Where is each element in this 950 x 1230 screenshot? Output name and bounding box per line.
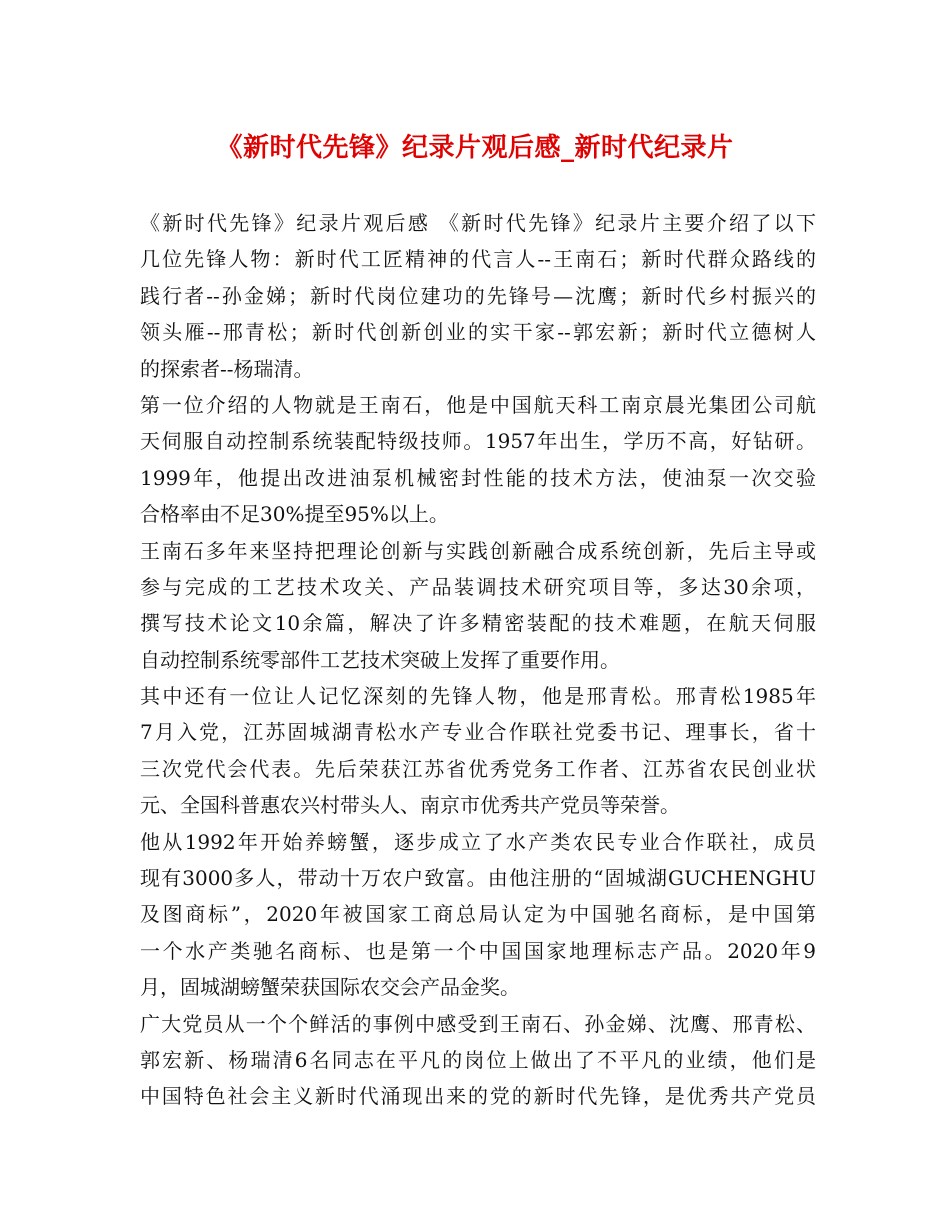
paragraph-line: 几位先锋人物：新时代工匠精神的代言人--王南石；新时代群众路线的	[140, 247, 816, 272]
paragraph-line: 及图商标”，2020年被国家工商总局认定为中国驰名商标，是中国第	[140, 902, 816, 927]
paragraph-line: 王南石多年来坚持把理论创新与实践创新融合成系统创新，先后主导或	[140, 538, 816, 563]
paragraph-line: 的探索者--杨瑞清。	[140, 356, 314, 381]
paragraph	[140, 824, 816, 1006]
paragraph-line: 一个水产类驰名商标、也是第一个中国国家地理标志产品。2020年9	[140, 938, 816, 963]
paragraph-line: 他从1992年开始养螃蟹，逐步成立了水产类农民专业合作联社，成员	[140, 829, 816, 854]
paragraph-line: 第一位介绍的人物就是王南石，他是中国航天科工南京晨光集团公司航	[140, 392, 816, 417]
document-body	[140, 205, 816, 1115]
paragraph-line: 其中还有一位让人记忆深刻的先锋人物，他是邢青松。邢青松1985年	[140, 684, 816, 709]
paragraph-line: 三次党代会代表。先后荣获江苏省优秀党务工作者、江苏省农民创业状	[140, 756, 816, 781]
paragraph-line: 践行者--孙金娣；新时代岗位建功的先锋号—沈鹰；新时代乡村振兴的	[140, 283, 816, 308]
paragraph-line: 参与完成的工艺技术攻关、产品装调技术研究项目等，多达30余项，	[140, 574, 816, 599]
paragraph-line: 广大党员从一个个鲜活的事例中感受到王南石、孙金娣、沈鹰、邢青松、	[140, 1011, 816, 1036]
paragraph	[140, 205, 816, 387]
paragraph	[140, 678, 816, 824]
paragraph-line: 中国特色社会主义新时代涌现出来的党的新时代先锋，是优秀共产党员	[140, 1084, 816, 1109]
paragraph	[140, 387, 816, 533]
paragraph-line: 郭宏新、杨瑞清6名同志在平凡的岗位上做出了不平凡的业绩，他们是	[140, 1047, 816, 1072]
paragraph	[140, 1006, 816, 1115]
paragraph-line: 《新时代先锋》纪录片观后感 《新时代先锋》纪录片主要介绍了以下	[140, 211, 816, 235]
paragraph-line: 撰写技术论文10余篇，解决了许多精密装配的技术难题，在航天伺服	[140, 611, 816, 636]
paragraph-line: 合格率由不足30%提至95%以上。	[140, 502, 449, 527]
paragraph-line: 1999年，他提出改进油泵机械密封性能的技术方法，使油泵一次交验	[140, 465, 816, 490]
paragraph-line: 7月入党，江苏固城湖青松水产专业合作联社党委书记、理事长，省十	[140, 720, 816, 745]
paragraph-line: 月，固城湖螃蟹荣获国际农交会产品金奖。	[140, 975, 520, 1000]
paragraph-line: 领头雁--邢青松；新时代创新创业的实干家--郭宏新；新时代立德树人	[140, 320, 816, 345]
paragraph	[140, 533, 816, 679]
paragraph-line: 现有3000多人，带动十万农户致富。由他注册的“固城湖GUCHENGHU	[140, 866, 816, 891]
paragraph-line: 天伺服自动控制系统装配特级技师。1957年出生，学历不高，好钻研。	[140, 429, 816, 454]
paragraph-line: 元、全国科普惠农兴村带头人、南京市优秀共产党员等荣誉。	[140, 793, 680, 818]
document-title: 《新时代先锋》纪录片观后感_新时代纪录片	[216, 133, 734, 163]
paragraph-line: 自动控制系统零部件工艺技术突破上发挥了重要作用。	[140, 647, 620, 672]
